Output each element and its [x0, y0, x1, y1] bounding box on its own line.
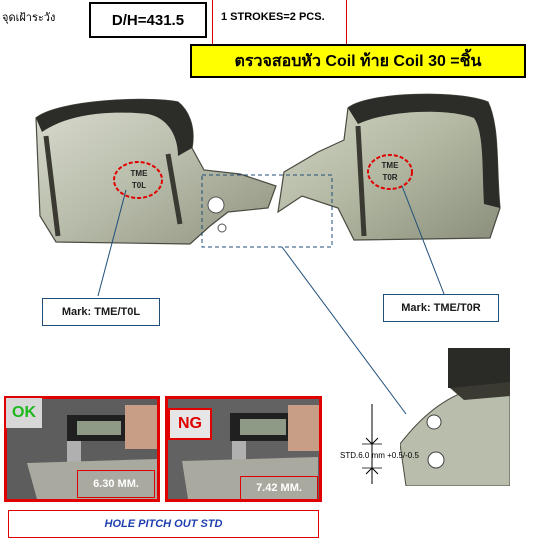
- ng-measurement: 7.42 MM.: [240, 476, 318, 500]
- watch-point-label: จุดเฝ้าระวัง: [2, 12, 56, 24]
- zoom-leader-line: [282, 247, 406, 414]
- right-stamp-text: TME T0R: [381, 161, 399, 182]
- ok-measurement: 6.30 MM.: [77, 470, 155, 498]
- ng-tag: NG: [168, 408, 212, 440]
- left-mark-leader: [98, 190, 126, 296]
- std-dimension-arrows: [362, 404, 382, 484]
- dh-value-box: D/H=431.5: [89, 2, 207, 38]
- hole-pitch-note: HOLE PITCH OUT STD: [8, 510, 319, 538]
- ok-tag: OK: [6, 398, 42, 428]
- std-tolerance-label: STD.6.0 mm +0.5/-0.5: [340, 451, 419, 460]
- left-stamp-text: TME T0L: [130, 169, 148, 190]
- right-mark-label: Mark: TME/T0R: [383, 294, 499, 322]
- strokes-box: 1 STROKES=2 PCS.: [212, 0, 347, 64]
- inspection-banner: ตรวจสอบหัว Coil ท้าย Coil 30 =ชิ้น: [190, 44, 526, 78]
- hole-detail-image: [400, 348, 510, 486]
- left-mark-label: Mark: TME/T0L: [42, 298, 160, 326]
- right-mark-leader: [402, 186, 444, 294]
